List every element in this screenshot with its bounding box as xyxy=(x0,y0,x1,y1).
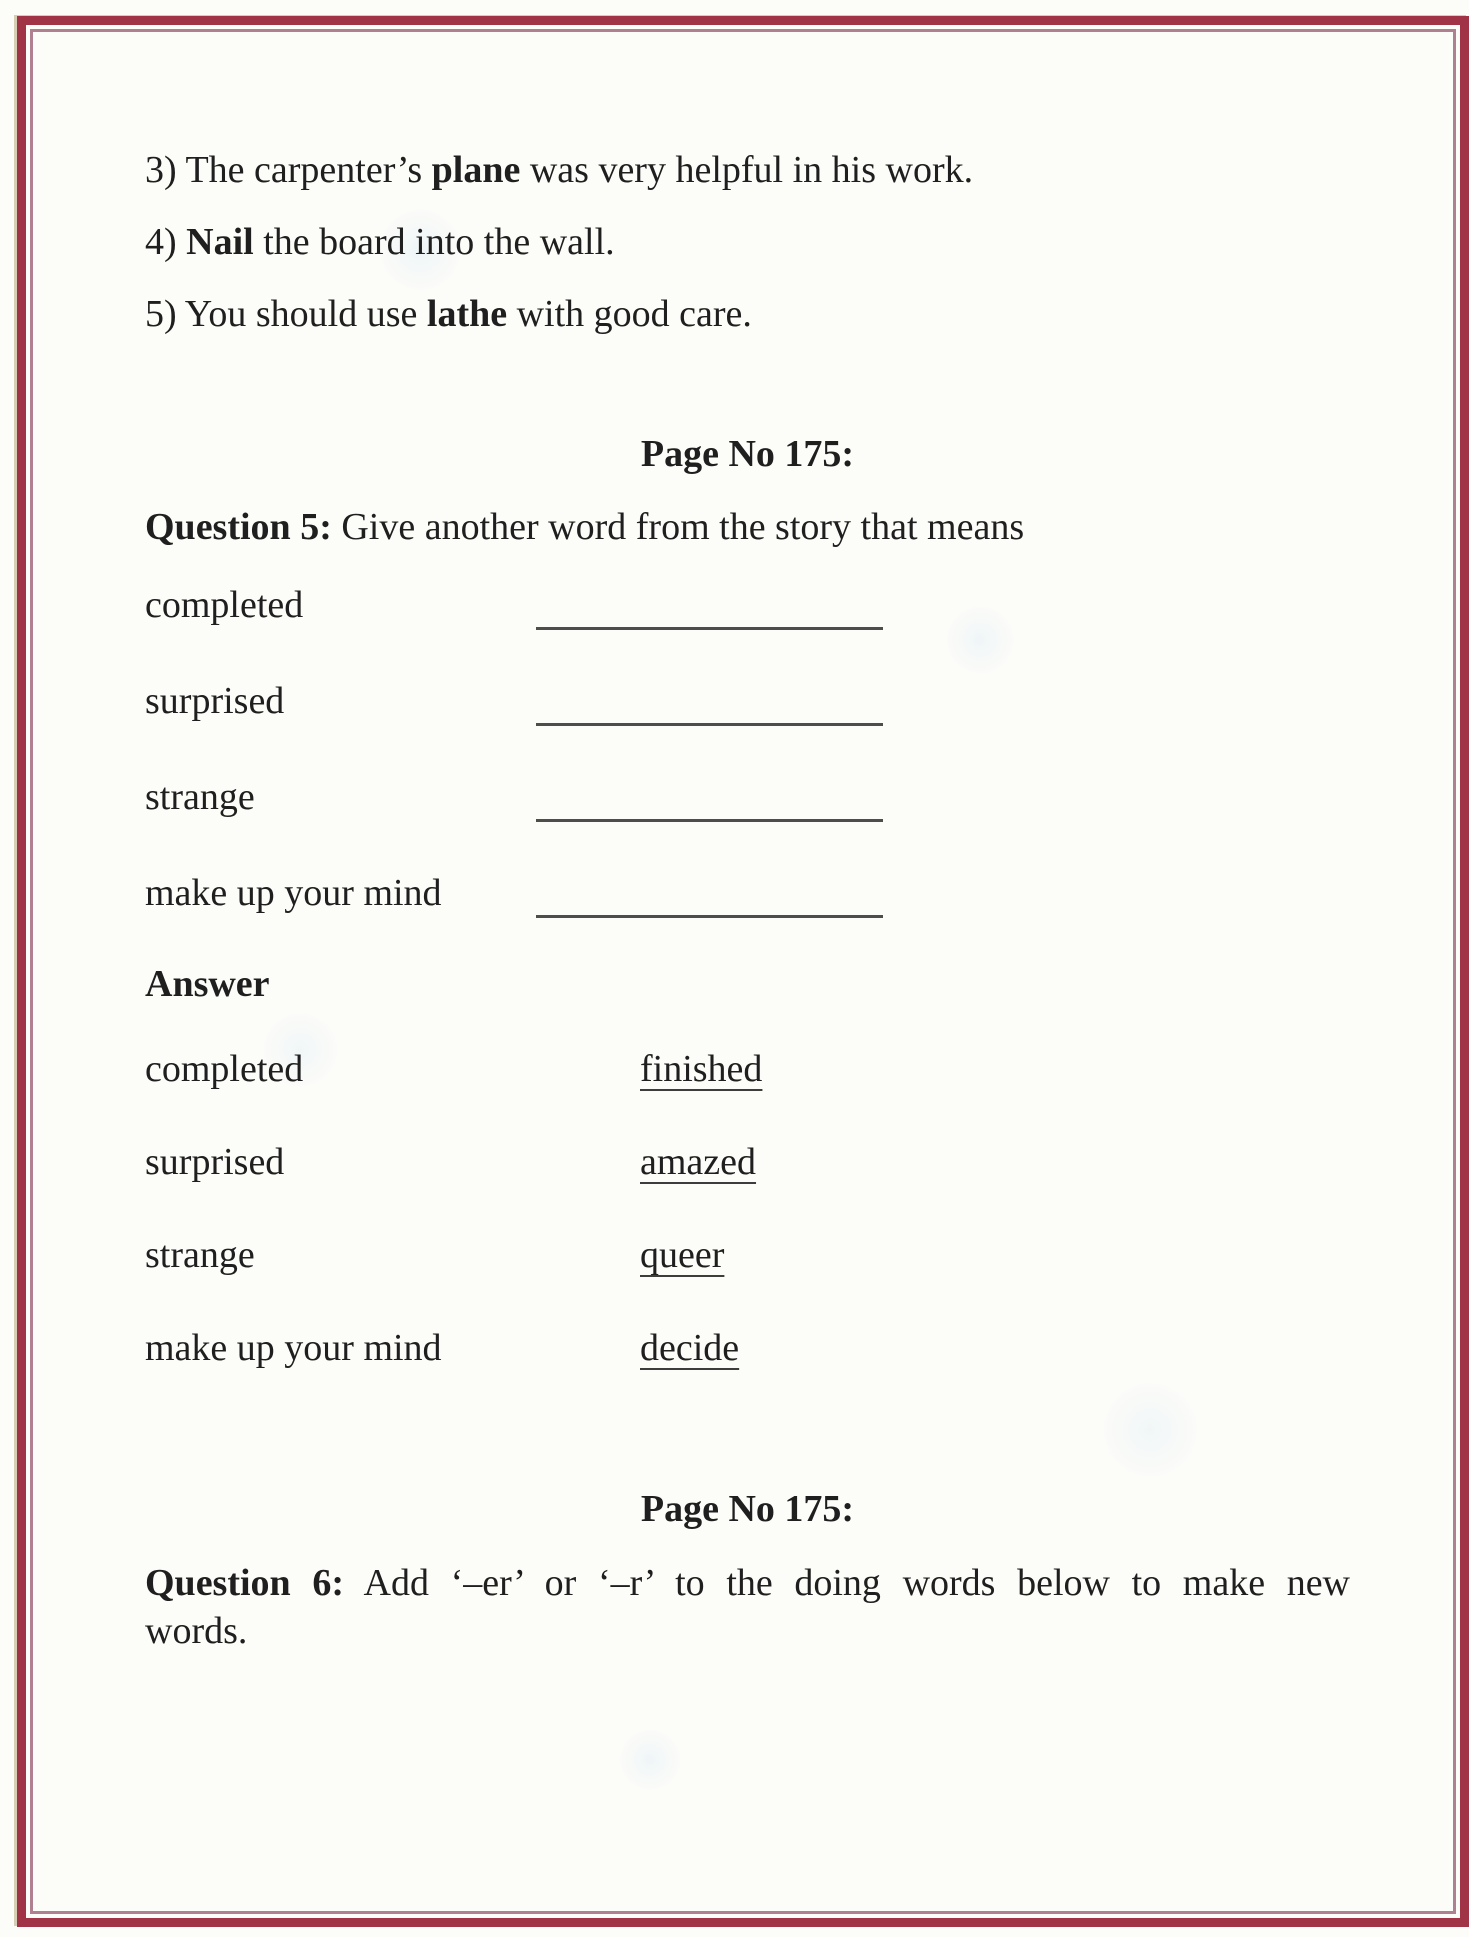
answer-prompt-label: completed xyxy=(145,1048,304,1090)
answer-prompt-label: strange xyxy=(145,1234,255,1276)
prompt-label: make up your mind xyxy=(145,872,442,914)
question-5-label: Question 5: xyxy=(145,506,332,548)
blank-answer-line xyxy=(536,593,883,630)
answer-word: amazed xyxy=(640,1141,757,1183)
blank-answer-line xyxy=(536,689,883,726)
answer-row-strange xyxy=(145,1233,1350,1277)
prompt-row-completed xyxy=(145,583,1350,630)
answer-row-make-up-your-mind xyxy=(145,1326,1350,1370)
answer-heading: Answer xyxy=(145,963,270,1005)
page-heading-first: Page No 175: xyxy=(640,433,855,475)
question-6-label: Question 6: xyxy=(145,1562,344,1604)
prompt-row-surprised xyxy=(145,679,1350,726)
prompt-label: completed xyxy=(145,584,304,626)
sentence-5-pre: 5) You should use xyxy=(145,293,427,335)
answer-prompt-label: make up your mind xyxy=(145,1327,442,1369)
answer-prompt-label: surprised xyxy=(145,1141,285,1183)
sentence-3-bold-word: plane xyxy=(431,149,521,191)
prompt-label: surprised xyxy=(145,680,285,722)
sentence-4 xyxy=(145,220,1350,264)
prompt-label: strange xyxy=(145,776,255,818)
blank-answer-line xyxy=(536,785,883,822)
answer-word: finished xyxy=(640,1048,763,1090)
sentence-5-bold-word: lathe xyxy=(426,293,508,335)
prompt-row-strange xyxy=(145,775,1350,822)
sentence-5 xyxy=(145,292,1350,336)
sentence-3-post: was very helpful in his work. xyxy=(520,149,974,191)
prompt-row-make-up-your-mind xyxy=(145,871,1350,918)
answer-word: decide xyxy=(640,1327,740,1369)
sentence-5-post: with good care. xyxy=(507,293,752,335)
question-5-text: Give another word from the story that means xyxy=(341,506,1025,548)
sentence-3-pre: 3) The carpenter’s xyxy=(145,149,432,191)
page-heading-second: Page No 175: xyxy=(640,1488,855,1530)
question-6-text-line1: Add ‘–er’ or ‘–r’ to the doing words below to make new xyxy=(363,1562,1351,1604)
question-5 xyxy=(145,505,1350,549)
sentence-4-post: the board into the wall. xyxy=(253,221,615,263)
sentence-4-pre: 4) xyxy=(145,221,187,263)
numbered-sentences xyxy=(145,148,1350,336)
sentence-4-bold-word: Nail xyxy=(186,221,254,263)
page-content xyxy=(33,33,1453,1911)
question-6-line2: words. xyxy=(145,1610,248,1652)
answer-row-completed xyxy=(145,1047,1350,1091)
blank-answer-line xyxy=(536,881,883,918)
answer-row-surprised xyxy=(145,1140,1350,1184)
answer-word: queer xyxy=(640,1234,725,1276)
question-6-line1 xyxy=(145,1559,1350,1607)
sentence-3 xyxy=(145,148,1350,192)
